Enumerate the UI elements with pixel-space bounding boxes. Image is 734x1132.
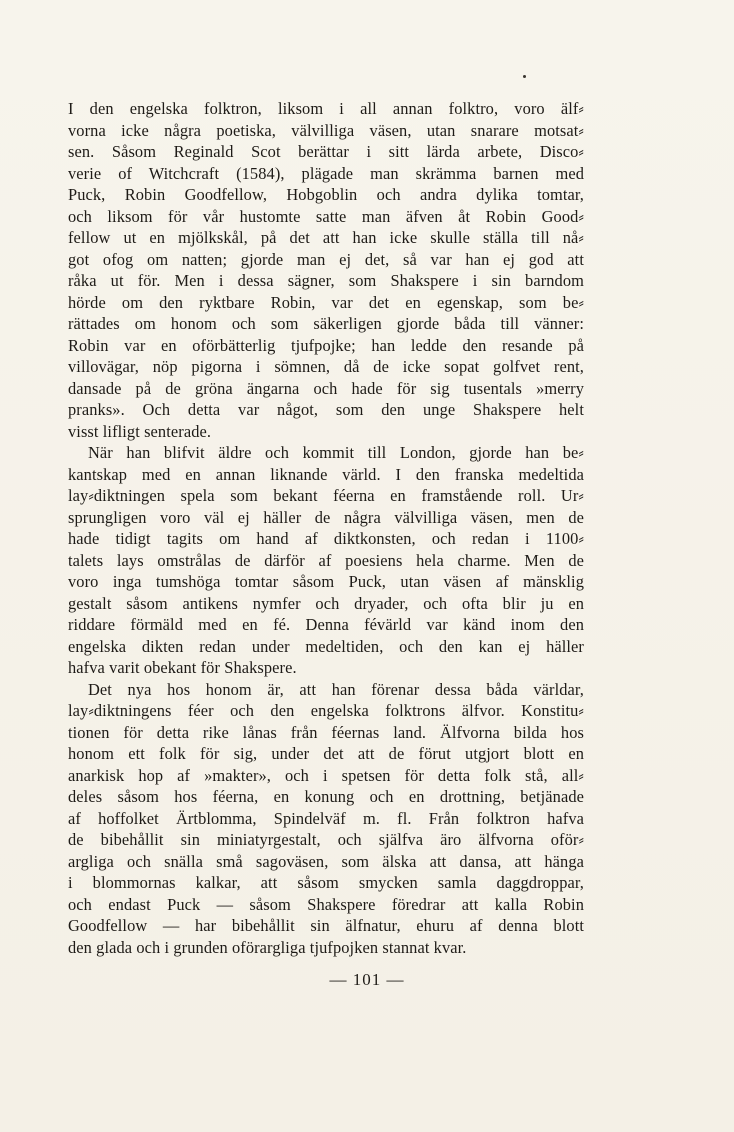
text-line: visst lifligt senterade. (68, 421, 212, 441)
text-line: engelska dikten redan under medeltiden, och den kan ej häller (68, 636, 584, 656)
text-line: och liksom för vår hustomte satte man äfven åt Robin Good⸗ (68, 206, 584, 226)
text-line: råka ut för. Men i dessa sägner, som Shakspere i sin barndom (68, 271, 584, 290)
text-line: voro inga tumshöga tomtar såsom Puck, utan väsen af mänsklig (68, 572, 584, 591)
text-line: kantskap med en annan liknande värld. I den franska medeltida (68, 464, 584, 484)
text-line: tionen för detta rike lånas från féernas land. Älfvorna bilda hos (68, 722, 584, 742)
text-line: talets lays omstrålas de därför af poesiens hela charme. Men de (68, 550, 584, 570)
text-line: Puck, Robin Goodfellow, Hobgoblin och andra dylika tomtar, (68, 185, 584, 204)
text-line: af hoffolket Ärtblomma, Spindelväf m. fl. Från folktron hafva (68, 808, 584, 828)
page-number: — 101 — (329, 970, 405, 989)
body-text (68, 98, 584, 958)
text-line: hafva varit obekant för Shakspere. (68, 658, 297, 677)
text-line: dansade på de gröna ängarna och hade för sig tusentals »merry (68, 378, 584, 398)
text-line: vorna icke några poetiska, välvilliga väsen, utan snarare motsat⸗ (68, 120, 584, 140)
paragraph-start-line: När han blifvit äldre och kommit till London, gjorde han be⸗ (88, 443, 584, 462)
text-line: Robin var en oförbätterlig tjufpojke; han ledde den resande på (68, 335, 584, 355)
text-line: got ofog om natten; gjorde man ej det, så var han ej god att (68, 249, 584, 269)
text-line: riddare förmäld med en fé. Denna févärld var känd inom den (68, 615, 584, 634)
text-line: verie of Witchcraft (1584), plägade man skrämma barnen med (68, 163, 584, 183)
paragraph-start-line: Det nya hos honom är, att han förenar dessa båda världar, (88, 679, 584, 699)
text-line: deles såsom hos féerna, en konung och en drottning, betjänade (68, 787, 584, 806)
text-line: de bibehållit sin miniatyrgestalt, och själfva äro älfvorna oför⸗ (68, 830, 584, 849)
text-line: hade tidigt tagits om hand af diktkonsten, och redan i 1100⸗ (68, 529, 584, 548)
text-line: anarkisk hop af »makter», och i spetsen för detta folk stå, all⸗ (68, 765, 584, 785)
text-line: lay⸗diktningen spela som bekant féerna en framstående roll. Ur⸗ (68, 486, 584, 505)
text-line: Goodfellow — har bibehållit sin älfnatur, ehuru af denna blott (68, 916, 584, 935)
text-line: och endast Puck — såsom Shakspere föredrar att kalla Robin (68, 894, 584, 914)
text-line: argliga och snälla små sagoväsen, som älska att dansa, att hänga (68, 851, 584, 871)
text-line: lay⸗diktningens féer och den engelska folktrons älfvor. Konstitu⸗ (68, 701, 584, 720)
text-line: fellow ut en mjölkskål, på det att han icke skulle ställa till nå⸗ (68, 228, 584, 247)
text-line: sen. Såsom Reginald Scot berättar i sitt lärda arbete, Disco⸗ (68, 142, 584, 161)
text-line: honom ett folk för sig, under det att de förut utgjort blott en (68, 744, 584, 763)
text-line: den glada och i grunden oförargliga tjufpojken stannat kvar. (68, 937, 467, 957)
text-line: hörde om den ryktbare Robin, var det en egenskap, som be⸗ (68, 292, 584, 312)
print-speck (523, 75, 526, 78)
text-line: rättades om honom och som säkerligen gjorde båda till vänner: (68, 314, 584, 333)
text-line: sprungligen voro väl ej häller de några välvilliga väsen, men de (68, 507, 584, 527)
text-line: gestalt såsom antikens nymfer och dryader, och ofta blir ju en (68, 593, 584, 613)
text-line: villovägar, nöp pigorna i sömnen, då de icke sopat golfvet rent, (68, 357, 584, 376)
text-line: pranks». Och detta var något, som den unge Shakspere helt (68, 400, 584, 419)
text-line: I den engelska folktron, liksom i all annan folktro, voro älf⸗ (68, 99, 584, 118)
text-line: i blommornas kalkar, att såsom smycken samla daggdroppar, (68, 873, 584, 892)
